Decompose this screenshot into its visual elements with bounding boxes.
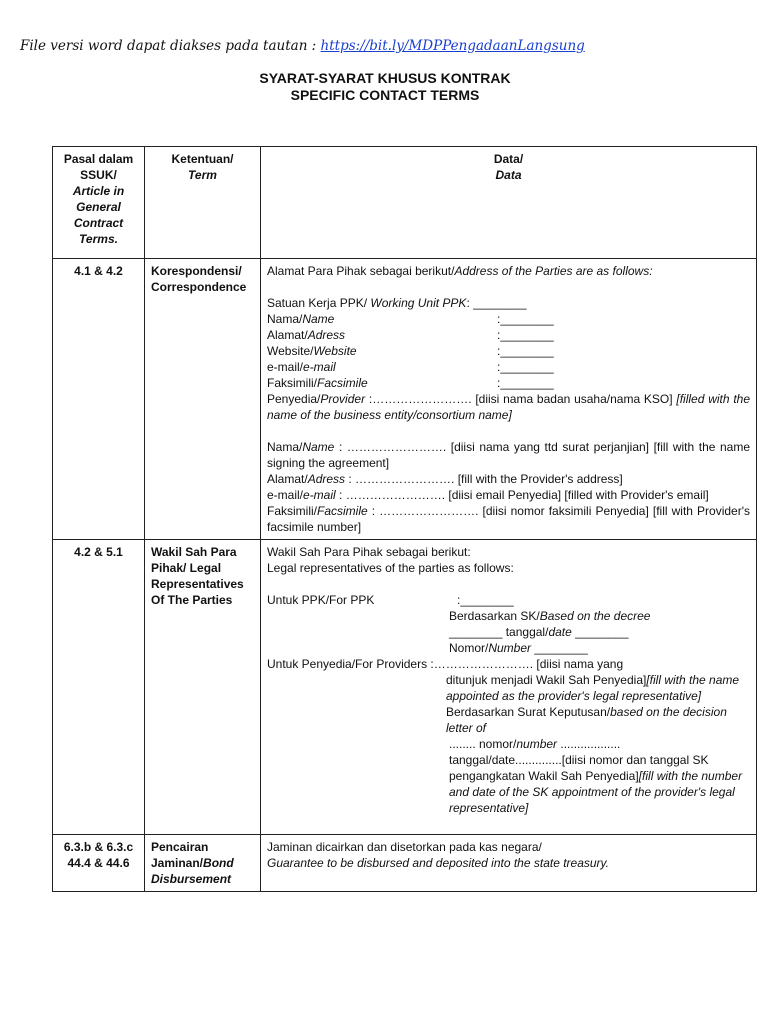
row3-data: Jaminan dicairkan dan disetorkan pada kas negara/ Guarantee to be disbursed and deposited into the state treasury.: [261, 835, 757, 892]
row1-data: Alamat Para Pihak sebagai berikut/Address of the Parties are as follows: Satuan Kerja PPK/ Working Unit PPK: ________ Nama/Name :________ Alamat/Adress :________ Website/Website :________ e-mail/e-mail :________ Faksimili/Facsimile :________ Penyedia/Provider :……………………. [diisi nama badan usaha/nama KSO] [filled with the name of the business entity/consortium name] Nama/Name : ……………………. [diisi nama yang ttd surat perjanjian] [fill with the name signing the agreement] Alamat/Adress : ……………………. [fill with the Provider's address] e-mail/e-mail : ……………………. [diisi email Penyedia] [filled with Provider's email] Faksimili/Facsimile : ……………………. [diisi nomor faksimili Penyedia] [fill with Provider's facsimile number]: [261, 259, 757, 540]
row2-article: 4.2 & 5.1: [53, 540, 145, 835]
table-row: [53, 835, 757, 892]
table-header-row: [53, 147, 757, 259]
document-title: [0, 70, 770, 104]
note-text: File versi word dapat diakses pada tautan :: [20, 38, 321, 54]
word-file-note: [20, 38, 585, 54]
table-row: [53, 259, 757, 540]
header-data: Data/ Data: [261, 147, 757, 259]
row2-data: Wakil Sah Para Pihak sebagai berikut: Legal representatives of the parties as follows: Untuk PPK/For PPK :________ Berdasarkan SK/Based on the decree ________ tanggal/date ________ Nomor/Number ________ Untuk Penyedia/For Providers :……………………. [diisi nama yang ditunjuk menjadi Wakil Sah Penyedia][fill with the name appointed as the provider's legal representative] Berdasarkan Surat Keputusan/based on the decision letter of ........ nomor/number .................. tanggal/date..............[diisi nomor dan tanggal SK pengangkatan Wakil Sah Penyedia][fill with the number and date of the SK appointment of the provider's legal representative]: [261, 540, 757, 835]
row1-article: 4.1 & 4.2: [53, 259, 145, 540]
header-article: Pasal dalam SSUK/ Article in General Contract Terms.: [53, 147, 145, 259]
header-term: Ketentuan/ Term: [145, 147, 261, 259]
contract-terms-table: [52, 146, 757, 892]
table-row: [53, 540, 757, 835]
title-line-2: SPECIFIC CONTACT TERMS: [290, 87, 480, 103]
row2-term: Wakil Sah Para Pihak/ Legal Representatives Of The Parties: [145, 540, 261, 835]
title-line-1: SYARAT-SYARAT KHUSUS KONTRAK: [259, 70, 511, 86]
note-link[interactable]: https://bit.ly/MDPPengadaanLangsung: [320, 38, 585, 54]
row3-article: 6.3.b & 6.3.c 44.4 & 44.6: [53, 835, 145, 892]
row1-term: Korespondensi/ Correspondence: [145, 259, 261, 540]
row3-term: Pencairan Jaminan/Bond Disbursement: [145, 835, 261, 892]
